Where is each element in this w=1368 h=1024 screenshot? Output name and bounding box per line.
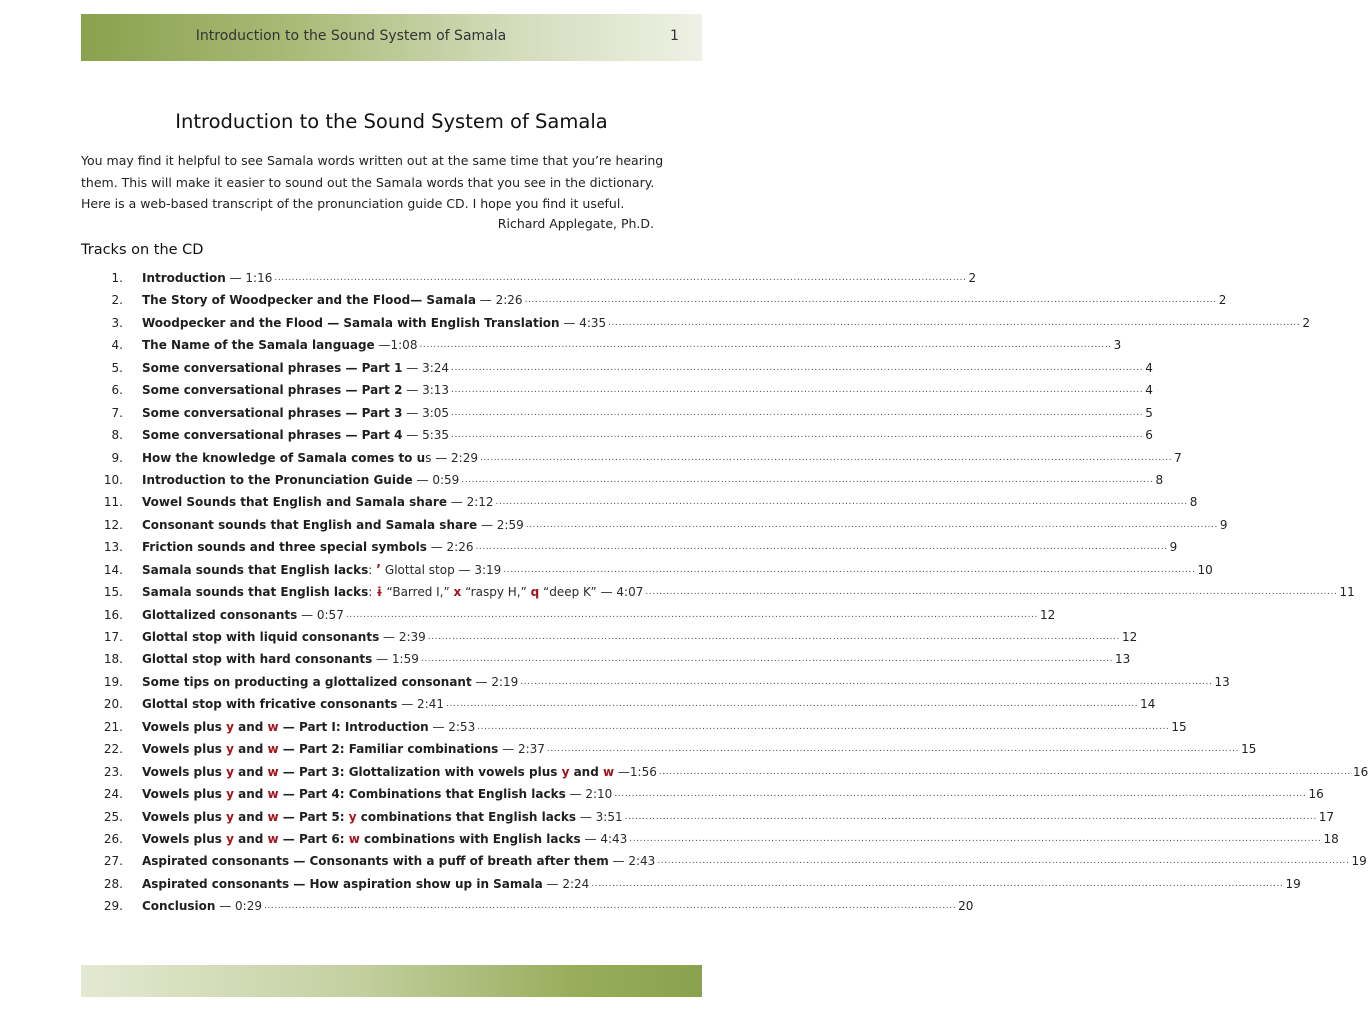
- dot-leader: ........................................................................................................................................................................................................: [629, 833, 1322, 844]
- track-page-number: 13: [1115, 652, 1131, 667]
- track-row: [0, 648, 1131, 670]
- track-title: [142, 357, 449, 379]
- track-title-part: Glottal stop — 3:19: [381, 562, 502, 577]
- track-title-part: — 2:59: [477, 517, 524, 532]
- track-title-part: and: [233, 809, 268, 824]
- track-title-part: — 2:26: [426, 540, 474, 555]
- track-title-part: The Story of Woodpecker and the Flood— Samala: [142, 293, 476, 308]
- track-row: [0, 289, 1227, 311]
- intro-line: You may find it helpful to see Samala words written out at the same time that you’re hearing: [81, 153, 664, 168]
- track-title-part: — 2:24: [542, 876, 590, 891]
- dot-leader: ........................................................................................................................................................................................................: [263, 901, 957, 912]
- track-page-number: 8: [1155, 472, 1164, 487]
- track-title-part: — Part 4: Combinations that English lacks: [278, 787, 566, 802]
- track-title-part: — 3:24: [402, 360, 450, 375]
- track-page-number: 19: [1351, 854, 1367, 869]
- track-page-number: 5: [1145, 405, 1153, 420]
- track-number: 15.: [103, 585, 123, 600]
- track-title: [142, 267, 272, 289]
- dot-leader: ........................................................................................................................................................................................................: [525, 519, 1218, 530]
- track-number: 26.: [103, 831, 123, 846]
- track-title-part: — 3:05: [402, 405, 450, 420]
- samala-symbol: y: [348, 809, 357, 824]
- track-row: [0, 447, 1182, 469]
- dot-leader: ........................................................................................................................................................................................................: [608, 317, 1301, 328]
- track-title: [142, 783, 612, 805]
- dot-leader: ........................................................................................................................................................................................................: [274, 273, 967, 283]
- track-title-part: — 0:29: [215, 899, 262, 914]
- track-title: [142, 738, 545, 760]
- track-entry: [142, 626, 1138, 648]
- track-row: [0, 604, 1056, 626]
- track-row: [0, 716, 1187, 738]
- samala-symbol: w: [267, 764, 279, 779]
- track-title-part: and: [233, 719, 268, 734]
- track-row: [0, 267, 977, 289]
- track-page-number: 13: [1214, 674, 1230, 689]
- samala-symbol: q: [530, 585, 540, 600]
- track-row: [0, 491, 1198, 513]
- track-number: 29.: [103, 899, 123, 914]
- track-title-part: Samala sounds that English lacks: [142, 562, 369, 577]
- dot-leader: ........................................................................................................................................................................................................: [495, 497, 1188, 508]
- track-row: [0, 761, 1368, 783]
- track-title-part: “Barred I,”: [382, 585, 454, 600]
- track-number: 24.: [103, 787, 123, 802]
- track-page-number: 9: [1169, 540, 1178, 555]
- track-title-part: — 2:26: [475, 293, 523, 308]
- track-number: 17.: [103, 630, 123, 644]
- track-title: [142, 693, 444, 715]
- track-number: 4.: [111, 338, 123, 353]
- track-entry: [142, 379, 1153, 401]
- track-page-number: 19: [1285, 876, 1301, 891]
- track-entry: [142, 648, 1131, 670]
- track-page-number: 10: [1197, 562, 1213, 577]
- track-title-part: — 2:43: [608, 854, 656, 869]
- track-row: [0, 581, 1355, 603]
- track-number: 27.: [103, 854, 123, 869]
- dot-leader: ........................................................................................................................................................................................................: [446, 699, 1139, 710]
- track-page-number: 15: [1241, 742, 1257, 757]
- samala-symbol: y: [561, 764, 570, 779]
- track-entry: [142, 267, 977, 289]
- track-number: 8.: [111, 428, 123, 443]
- dot-leader: ........................................................................................................................................................................................................: [503, 564, 1196, 575]
- track-title-part: — 0:59: [412, 472, 460, 487]
- dot-leader: ........................................................................................................................................................................................................: [461, 474, 1154, 485]
- dot-leader: ........................................................................................................................................................................................................: [657, 856, 1350, 867]
- track-title-part: — 5:35: [402, 428, 450, 443]
- dot-leader: ........................................................................................................................................................................................................: [451, 385, 1144, 396]
- track-number: 13.: [103, 540, 123, 555]
- track-title: [142, 604, 344, 626]
- track-page-number: 20: [958, 899, 974, 914]
- samala-symbol: ɨ: [376, 585, 383, 600]
- track-entry: [142, 693, 1156, 715]
- track-title-part: How the knowledge of Samala comes to u: [142, 450, 426, 465]
- track-page-number: 14: [1140, 697, 1156, 712]
- track-entry: [142, 447, 1182, 469]
- track-title: [142, 761, 657, 783]
- samala-symbol: y: [226, 719, 234, 734]
- track-title-part: :: [368, 585, 377, 600]
- samala-symbol: y: [226, 831, 234, 846]
- track-number: 18.: [103, 652, 123, 667]
- dot-leader: ........................................................................................................................................................................................................: [451, 407, 1144, 418]
- track-title-part: — 1:59: [372, 652, 419, 667]
- track-title: [142, 873, 589, 895]
- track-number: 2.: [111, 293, 123, 308]
- track-entry: [142, 850, 1367, 872]
- track-title: [142, 312, 606, 334]
- track-title-part: Glottal stop with fricative consonants: [142, 697, 398, 712]
- track-entry: [142, 761, 1368, 783]
- track-number: 6.: [111, 383, 123, 398]
- track-title-part: Vowels plus: [142, 764, 227, 779]
- track-row: [0, 469, 1164, 491]
- track-number: 1.: [111, 271, 123, 285]
- track-title-part: — 2:41: [397, 697, 444, 712]
- track-number: 3.: [111, 315, 123, 330]
- track-title: [142, 491, 494, 513]
- track-title-part: combinations that English lacks: [356, 809, 577, 824]
- track-title: [142, 469, 459, 491]
- track-title: [142, 514, 524, 536]
- track-title-part: — 2:39: [379, 630, 426, 644]
- track-title-part: —1:56: [614, 764, 657, 779]
- track-title-part: — 2:12: [446, 495, 494, 510]
- samala-symbol: y: [226, 809, 234, 824]
- track-title-part: — 2:53: [428, 719, 476, 734]
- track-row: [0, 850, 1367, 872]
- track-title: [142, 536, 473, 558]
- track-title-part: — 2:37: [498, 742, 545, 757]
- track-title-part: — 0:57: [297, 607, 344, 622]
- track-title: [142, 289, 523, 311]
- track-title-part: — 2:10: [565, 787, 613, 802]
- track-number: 12.: [103, 517, 123, 532]
- track-row: [0, 514, 1228, 536]
- track-row: [0, 693, 1156, 715]
- track-title: [142, 334, 417, 356]
- samala-symbol: ’: [376, 562, 382, 578]
- track-row: [0, 738, 1257, 760]
- track-title-part: Friction sounds and three special symbols: [142, 540, 427, 555]
- track-row: [0, 312, 1310, 334]
- dot-leader: ........................................................................................................................................................................................................: [477, 721, 1170, 732]
- track-number: 21.: [103, 719, 123, 734]
- samala-symbol: w: [267, 831, 279, 846]
- dot-leader: ........................................................................................................................................................................................................: [614, 789, 1307, 800]
- track-title-part: Conclusion: [142, 899, 216, 914]
- track-title: [142, 828, 627, 850]
- track-entry: [142, 783, 1324, 805]
- track-title: [142, 648, 419, 670]
- track-title-part: Woodpecker and the Flood — Samala with English Translation: [142, 315, 560, 330]
- track-title: [142, 559, 501, 582]
- track-title: [142, 895, 262, 917]
- track-title-part: The Name of the Samala language: [142, 338, 375, 353]
- dot-leader: ........................................................................................................................................................................................................: [451, 430, 1144, 441]
- track-title-part: s — 2:29: [425, 450, 478, 465]
- track-title: [142, 806, 623, 828]
- track-page-number: 18: [1323, 831, 1339, 846]
- track-page-number: 17: [1318, 809, 1335, 824]
- track-page-number: 2: [968, 271, 977, 285]
- track-title-part: Vowels plus: [142, 831, 227, 846]
- track-title-part: “raspy H,”: [461, 585, 531, 600]
- track-title-part: Some conversational phrases — Part 1: [142, 360, 403, 375]
- tracks-heading: Tracks on the CD: [81, 242, 204, 258]
- track-title: [142, 716, 475, 738]
- track-number: 23.: [103, 764, 123, 779]
- track-title-part: Introduction to the Pronunciation Guide: [142, 472, 413, 487]
- dot-leader: ........................................................................................................................................................................................................: [645, 587, 1338, 598]
- track-number: 7.: [111, 405, 123, 420]
- track-entry: [142, 334, 1122, 356]
- track-title-part: combinations with English lacks: [359, 831, 581, 846]
- track-row: [0, 334, 1122, 356]
- track-row: [0, 671, 1230, 693]
- dot-leader: ........................................................................................................................................................................................................: [546, 744, 1240, 755]
- track-title-part: Samala sounds that English lacks: [142, 585, 369, 600]
- track-title: [142, 447, 478, 469]
- track-entry: [142, 514, 1228, 536]
- track-page-number: 16: [1308, 787, 1324, 802]
- track-title: [142, 671, 518, 693]
- track-title-part: — 1:16: [225, 271, 273, 285]
- track-title-part: Vowels plus: [142, 787, 227, 802]
- header-page-number: 1: [670, 28, 679, 44]
- author-signature: Richard Applegate, Ph.D.: [497, 216, 654, 231]
- samala-symbol: x: [453, 585, 462, 600]
- track-page-number: 12: [1040, 607, 1056, 622]
- track-number: 9.: [111, 450, 123, 465]
- track-number: 19.: [103, 674, 123, 689]
- samala-symbol: y: [226, 787, 234, 802]
- track-page-number: 2: [1218, 293, 1227, 308]
- track-title-part: — Part 6:: [278, 831, 349, 846]
- track-title-part: Some conversational phrases — Part 4: [142, 428, 403, 443]
- track-title: [142, 581, 643, 603]
- dot-leader: ........................................................................................................................................................................................................: [658, 766, 1352, 777]
- track-number: 11.: [103, 495, 123, 510]
- track-page-number: 4: [1145, 383, 1153, 398]
- track-entry: [142, 716, 1187, 738]
- track-entry: [142, 604, 1056, 626]
- track-page-number: 9: [1219, 517, 1228, 532]
- track-title: [142, 402, 449, 424]
- track-page-number: 12: [1121, 630, 1138, 644]
- track-page-number: 15: [1171, 719, 1187, 734]
- track-page-number: 16: [1353, 764, 1368, 779]
- samala-symbol: w: [348, 831, 360, 846]
- track-title-part: — 4:35: [559, 315, 607, 330]
- track-title-part: Some tips on producting a glottalized consonant: [142, 674, 472, 689]
- track-title-part: — Part I: Introduction: [278, 719, 429, 734]
- track-title-part: Aspirated consonants — Consonants with a puff of breath after them: [142, 854, 609, 869]
- track-entry: [142, 806, 1335, 828]
- intro-line: Here is a web-based transcript of the pronunciation guide CD. I hope you find it useful.: [81, 196, 625, 211]
- track-page-number: 7: [1174, 450, 1182, 465]
- track-number: 22.: [103, 742, 123, 757]
- track-entry: [142, 738, 1257, 760]
- track-row: [0, 873, 1301, 895]
- track-title-part: Glottal stop with liquid consonants: [142, 630, 380, 644]
- track-row: [0, 626, 1138, 648]
- track-number: 28.: [103, 876, 123, 891]
- track-title-part: “deep K” — 4:07: [539, 585, 644, 600]
- samala-symbol: w: [267, 809, 279, 824]
- track-entry: [142, 424, 1153, 446]
- track-row: [0, 536, 1178, 558]
- track-title-part: — 3:13: [402, 383, 450, 398]
- track-entry: [142, 312, 1310, 334]
- dot-leader: ........................................................................................................................................................................................................: [475, 542, 1168, 553]
- footer-band: [81, 965, 702, 997]
- dot-leader: ........................................................................................................................................................................................................: [479, 452, 1173, 463]
- track-entry: [142, 581, 1355, 603]
- header-title: Introduction to the Sound System of Samala: [195, 28, 507, 44]
- track-title-part: —1:08: [374, 338, 418, 353]
- dot-leader: ........................................................................................................................................................................................................: [591, 878, 1284, 889]
- track-title-part: Aspirated consonants — How aspiration show up in Samala: [142, 876, 543, 891]
- track-page-number: 4: [1145, 360, 1153, 375]
- track-title-part: Glottalized consonants: [142, 607, 298, 622]
- track-page-number: 2: [1302, 315, 1310, 330]
- track-row: [0, 402, 1153, 424]
- track-title-part: and: [233, 742, 268, 757]
- track-entry: [142, 289, 1227, 311]
- dot-leader: ........................................................................................................................................................................................................: [420, 654, 1114, 665]
- dot-leader: ........................................................................................................................................................................................................: [520, 676, 1213, 687]
- dot-leader: ........................................................................................................................................................................................................: [524, 295, 1217, 306]
- samala-symbol: w: [267, 787, 279, 802]
- track-title-part: Consonant sounds that English and Samala share: [142, 517, 478, 532]
- track-title-part: — 2:19: [471, 674, 519, 689]
- track-row: [0, 895, 974, 917]
- track-entry: [142, 559, 1213, 582]
- dot-leader: ........................................................................................................................................................................................................: [427, 632, 1120, 642]
- samala-symbol: w: [602, 764, 615, 779]
- track-number: 16.: [103, 607, 123, 622]
- track-row: [0, 828, 1339, 850]
- track-row: [0, 357, 1153, 379]
- track-title-part: Introduction: [142, 271, 226, 285]
- track-title-part: Vowels plus: [142, 719, 227, 734]
- track-title: [142, 379, 449, 401]
- dot-leader: ........................................................................................................................................................................................................: [451, 362, 1144, 373]
- track-title-part: Vowels plus: [142, 809, 227, 824]
- track-entry: [142, 895, 974, 917]
- track-title: [142, 850, 655, 872]
- track-number: 10.: [103, 472, 123, 487]
- track-page-number: 3: [1113, 338, 1122, 353]
- track-page-number: 11: [1339, 585, 1355, 600]
- track-entry: [142, 469, 1164, 491]
- track-title-part: and: [569, 764, 603, 779]
- track-row: [0, 379, 1153, 401]
- track-number: 25.: [103, 809, 123, 824]
- track-row: [0, 806, 1335, 828]
- track-row: [0, 424, 1153, 446]
- track-title-part: — 3:51: [576, 809, 623, 824]
- dot-leader: ........................................................................................................................................................................................................: [624, 811, 1317, 822]
- track-title-part: Vowel Sounds that English and Samala share: [142, 495, 447, 510]
- track-title-part: Vowels plus: [142, 742, 227, 757]
- track-entry: [142, 671, 1230, 693]
- track-row: [0, 559, 1213, 581]
- intro-line: them. This will make it easier to sound out the Samala words that you see in the dictionary.: [81, 174, 655, 190]
- track-title-part: Glottal stop with hard consonants: [142, 652, 373, 667]
- dot-leader: ........................................................................................................................................................................................................: [345, 609, 1038, 620]
- page-title: Introduction to the Sound System of Samala: [175, 110, 608, 133]
- track-entry: [142, 873, 1301, 895]
- samala-symbol: y: [226, 764, 234, 779]
- track-entry: [142, 536, 1178, 558]
- track-title-part: Some conversational phrases — Part 3: [142, 405, 403, 420]
- track-title-part: — 4:43: [580, 831, 628, 846]
- track-title-part: — Part 2: Familiar combinations: [278, 742, 499, 757]
- track-title-part: and: [233, 787, 268, 802]
- track-entry: [142, 402, 1153, 424]
- track-title: [142, 424, 449, 446]
- track-entry: [142, 828, 1339, 850]
- track-row: [0, 783, 1324, 805]
- intro-paragraph: [81, 150, 681, 215]
- track-number: 20.: [103, 697, 123, 712]
- track-number: 14.: [103, 562, 123, 577]
- dot-leader: ........................................................................................................................................................................................................: [419, 340, 1112, 351]
- track-number: 5.: [111, 360, 123, 375]
- track-title-part: and: [233, 764, 268, 779]
- header-band: [81, 14, 702, 61]
- track-page-number: 8: [1189, 495, 1198, 510]
- track-title: [142, 626, 426, 648]
- track-entry: [142, 491, 1198, 513]
- track-title-part: — Part 3: Glottalization with vowels plus: [278, 764, 562, 779]
- track-title-part: — Part 5:: [278, 809, 349, 824]
- track-list: [0, 267, 1368, 918]
- track-title-part: :: [368, 562, 377, 577]
- track-entry: [142, 357, 1153, 379]
- samala-symbol: y: [226, 742, 234, 757]
- track-page-number: 6: [1145, 428, 1153, 443]
- track-title-part: Some conversational phrases — Part 2: [142, 383, 403, 398]
- track-title-part: and: [233, 831, 268, 846]
- samala-symbol: w: [267, 719, 279, 734]
- samala-symbol: w: [267, 742, 279, 757]
